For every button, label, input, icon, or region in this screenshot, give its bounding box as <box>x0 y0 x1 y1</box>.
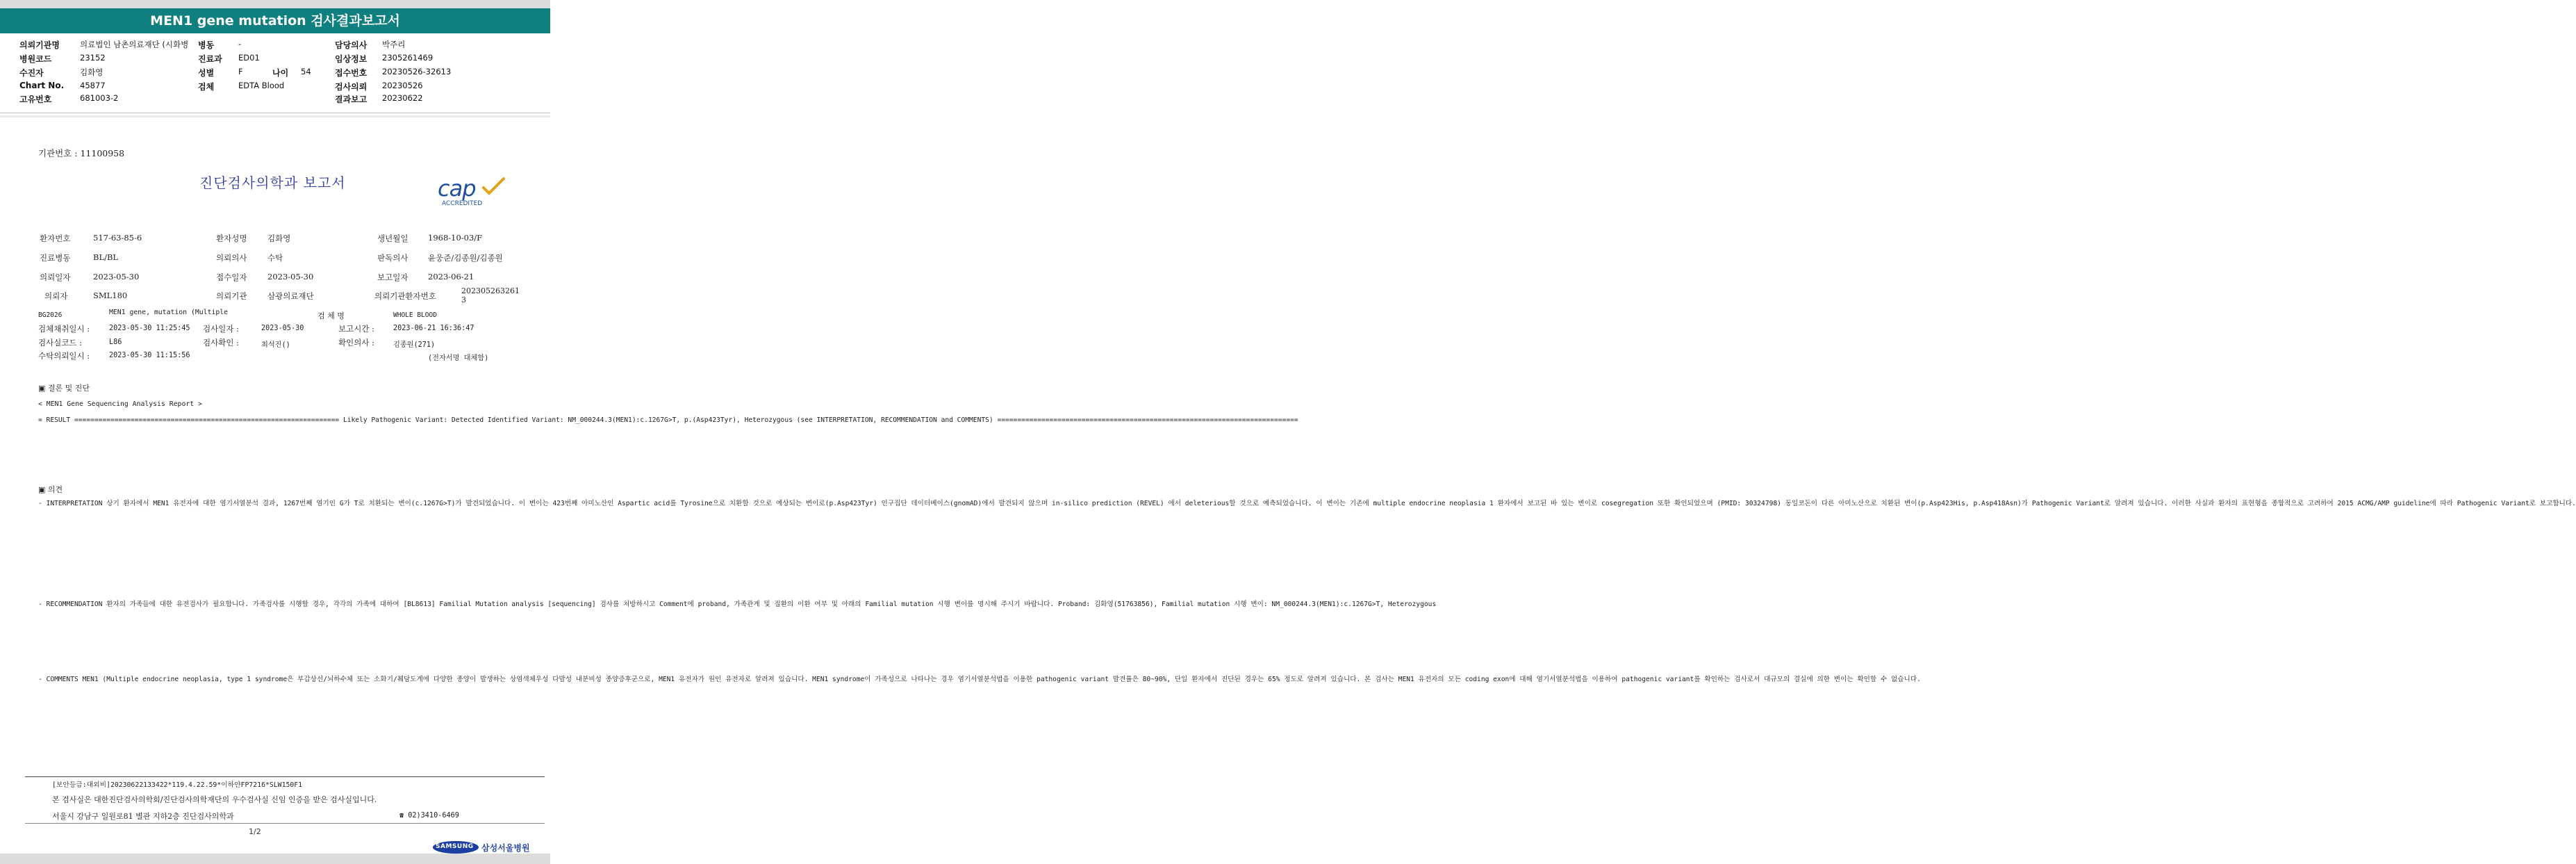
specimen-value: EDTA Blood <box>238 81 285 90</box>
recvdate-value: 2023-05-30 <box>267 272 314 282</box>
interpretation-block: - INTERPRETATION 상기 환자에서 MEN1 유전자에 대한 염기서열분석 결과, 1267번째 염기인 G가 T로 치환되는 변이(c.1267G>T)가 발견되었습니다. 이 변이는 423번째 아미노산인 Aspartic acid를 Tyrosine으로 치환할 것으로 예상되는 변이로(p.Asp423Tyr) 인구집단 데이터베이스(gnomAD)에서 발견되지 않으며 in-silico prediction (REVEL) 에서 deleterious할 것으로 예측되었습니다. 이 변이는 기존에 multiple endocrine neoplasia 1 환자에서 보고된 바 있는 변이로 cosegregation 또한 확인되었으며 (PMID: 30324798) 동일코돈이 다른 아미노산으로 치환된 변이(p.Asp423His, p.Asp418Asn)가 Pathogenic Variant로 알려져 있습니다. 이러한 사실과 환자의 표현형을 종합적으로 고려하여 2015 ACMG/AMP guideline에 따라 Pathogenic Variant로 보고합니다. <box>38 500 2576 507</box>
sex-value: F <box>238 67 243 76</box>
reqorg-value: 삼광의료재단 <box>267 291 314 301</box>
reqorg-label: 의뢰기관 <box>216 291 247 301</box>
cap-accredited-text: ACCREDITED <box>442 200 483 207</box>
dept-label: 진료과 <box>198 54 222 64</box>
ward-value: - <box>238 39 242 49</box>
result-block: = RESULT ================================================================== Likely Pathogenic Variant: Detected Identified Variant: NM_000244.3(MEN1):c.1267G>T, p.(Asp423Tyr), Heterozygous (see INTERPRETATION, RECOMMENDATION and COMMENTS) =========================================================================== <box>38 416 1298 424</box>
phone-line: ☎ 02)3410-6469 <box>399 812 459 820</box>
dob-value: 1968-10-03/F <box>428 233 483 243</box>
document-title: MEN1 gene mutation 검사결과보고서 <box>0 8 550 33</box>
cap-check-icon <box>481 177 506 196</box>
hospital-code-label: 병원코드 <box>19 54 52 64</box>
repdate-value: 2023-06-21 <box>428 272 474 282</box>
patient-label: 수진자 <box>19 68 44 78</box>
hospital-code-value: 23152 <box>80 53 106 63</box>
specimen-label: 검체 <box>198 82 215 92</box>
receipt-label: 접수번호 <box>335 68 368 78</box>
request-time-label: 수탁의뢰일시 : <box>38 351 90 361</box>
opinion-heading: ▣ 의견 <box>38 485 63 494</box>
hospital-name: 삼성서울병원 <box>481 843 530 853</box>
bottom-band <box>0 854 550 864</box>
patient-value: 김화영 <box>80 67 104 77</box>
reqdoc-value: 수탁 <box>267 253 283 263</box>
requesting-org-label: 의뢰기관명 <box>19 40 60 50</box>
confirm-value: 최석진() <box>261 341 290 349</box>
cap-accredited-logo <box>435 177 511 210</box>
clinical-label: 임상정보 <box>335 54 368 64</box>
e-signature-note: (전자서명 대체함) <box>428 354 489 362</box>
exam-code: BG2026 <box>38 311 63 319</box>
footer-rule-2 <box>25 823 545 824</box>
pname-label: 환자성명 <box>216 234 247 243</box>
recommendation-block: - RECOMMENDATION 환자의 가족들에 대한 유전검사가 필요합니다. 가족검사를 시행할 경우, 각각의 가족에 대하여 [BL8613] Familial Mutation analysis [sequencing] 검사를 처방하시고 Comment에 proband, 가족관계 및 질환의 이환 여부 및 아래의 Familial mutation 시행 변이를 명시해 주시기 바랍니다. Proband: 김화영(51763856), Familial mutation 시행 변이: NM_000244.3(MEN1):c.1267G>T, Heterozygous <box>38 601 1437 608</box>
institution-number: 기관번호 : 11100958 <box>38 148 125 158</box>
result-report-label: 결과보고 <box>335 95 368 104</box>
exam-name: MEN1 gene, mutation (Multiple <box>109 309 229 316</box>
confirm-label: 검사확인 : <box>203 338 239 348</box>
exam-specimen-value: WHOLE BLOOD <box>393 311 437 319</box>
doctor-value: 박주리 <box>382 40 406 49</box>
age-value: 54 <box>301 67 311 76</box>
collect-time-label: 검체채취일시 : <box>38 324 90 334</box>
reqorg-pid-label: 의뢰기관환자번호 <box>374 291 436 301</box>
doctor-label: 담당의사 <box>335 40 368 50</box>
reqorg-pid-value-2: 3 <box>461 295 466 304</box>
receipt-value: 20230526-32613 <box>382 67 452 76</box>
test-request-value: 20230526 <box>382 81 423 90</box>
request-time-value: 2023-05-30 11:15:56 <box>109 352 190 359</box>
requesting-org-value: 의료법인 남촌의료재단 (시화병 <box>80 40 189 49</box>
test-request-label: 검사의뢰 <box>335 82 368 92</box>
reqdate-value: 2023-05-30 <box>93 272 140 282</box>
reader-value: 윤웅준/김종원/김종원 <box>428 253 503 263</box>
chart-value: 45877 <box>80 81 106 90</box>
report-title: 진단검사의학과 보고서 <box>199 174 346 191</box>
sex-label: 성별 <box>198 68 215 78</box>
comments-block: - COMMENTS MEN1 (Multiple endocrine neoplasia, type 1 syndrome은 부갑상선/뇌하수체 또는 소화기/췌담도계에 다양한 종양이 발생하는 상염색체우성 다발성 내분비성 종양증후군으로, MEN1 유전자가 원인 유전자로 알려져 있습니다. MEN1 syndrome이 가족성으로 나타나는 경우 염기서열분석법을 이용한 pathogenic variant 발견률은 80~90%, 단일 환자에서 진단된 경우는 65% 정도로 알려져 있습니다. 본 검사는 MEN1 유전자의 모든 coding exon에 대해 염기서열분석법을 이용하여 pathogenic variant를 확인하는 검사로서 대규모의 결실에 의한 변이는 확인할 수 없습니다. <box>38 676 1921 683</box>
lab-code-label: 검사실코드 : <box>38 338 83 348</box>
reqdoc-label: 의뢰의사 <box>216 253 247 263</box>
repdate-label: 보고일자 <box>377 272 408 282</box>
report-time-label: 보고시간 : <box>338 324 374 334</box>
lab-code-value: L86 <box>109 339 122 346</box>
ward-label-2: 진료병동 <box>40 253 71 263</box>
address-line: 서울시 강남구 일원로81 별관 지하2층 진단검사의학과 <box>52 812 234 821</box>
unique-no-label: 고유번호 <box>19 95 52 104</box>
verify-doctor-label: 확인의사 : <box>338 338 374 348</box>
analysis-title: < MEN1 Gene Sequencing Analysis Report > <box>38 400 202 408</box>
ward-label: 병동 <box>198 40 215 50</box>
requester-label: 의뢰자 <box>44 291 68 301</box>
page-number: 1/2 <box>249 827 261 836</box>
exam-specimen-label: 검 체 명 <box>317 311 345 320</box>
top-band <box>0 0 550 8</box>
reqorg-pid-value-1: 202305263261 <box>461 286 520 295</box>
result-report-value: 20230622 <box>382 93 423 103</box>
pid-label: 환자번호 <box>40 234 71 243</box>
chart-label: Chart No. <box>19 81 65 90</box>
test-date-label: 검사일자 : <box>203 324 239 334</box>
dept-value: ED01 <box>238 53 260 63</box>
report-time-value: 2023-06-21 16:36:47 <box>393 325 474 332</box>
reqdate-label: 의뢰일자 <box>40 272 71 282</box>
footer-rule <box>25 776 545 777</box>
verify-doctor-value: 김종원(271) <box>393 341 436 349</box>
conclusion-heading: ▣ 결론 및 진단 <box>38 384 90 393</box>
dob-label: 생년월일 <box>377 234 408 243</box>
collect-time-value: 2023-05-30 11:25:45 <box>109 325 190 332</box>
samsung-logo <box>433 841 479 854</box>
recvdate-label: 접수일자 <box>216 272 247 282</box>
clinical-value: 2305261469 <box>382 53 434 63</box>
header-shadow <box>0 115 550 117</box>
age-label: 나이 <box>272 68 289 78</box>
unique-no-value: 681003-2 <box>80 93 119 103</box>
samsung-logo-text: SAMSUNG <box>436 843 474 850</box>
pname-value: 김화영 <box>267 234 291 243</box>
test-date-value: 2023-05-30 <box>261 325 304 332</box>
reader-label: 판독의사 <box>377 253 408 263</box>
security-line: [보안등급:대외비]20230622133422*119.4.22.59*이하얀FP7216*SLW150F1 <box>52 781 303 789</box>
certification-line: 본 검사실은 대한진단검사의학회/진단검사의학재단의 우수검사실 신임 인증을 받은 검사실입니다. <box>52 795 377 804</box>
ward-value-2: BL/BL <box>93 252 119 262</box>
requester-value: SML180 <box>93 291 128 300</box>
cap-logo-text: cap <box>438 175 476 202</box>
pid-value: 517-63-85-6 <box>93 233 142 243</box>
